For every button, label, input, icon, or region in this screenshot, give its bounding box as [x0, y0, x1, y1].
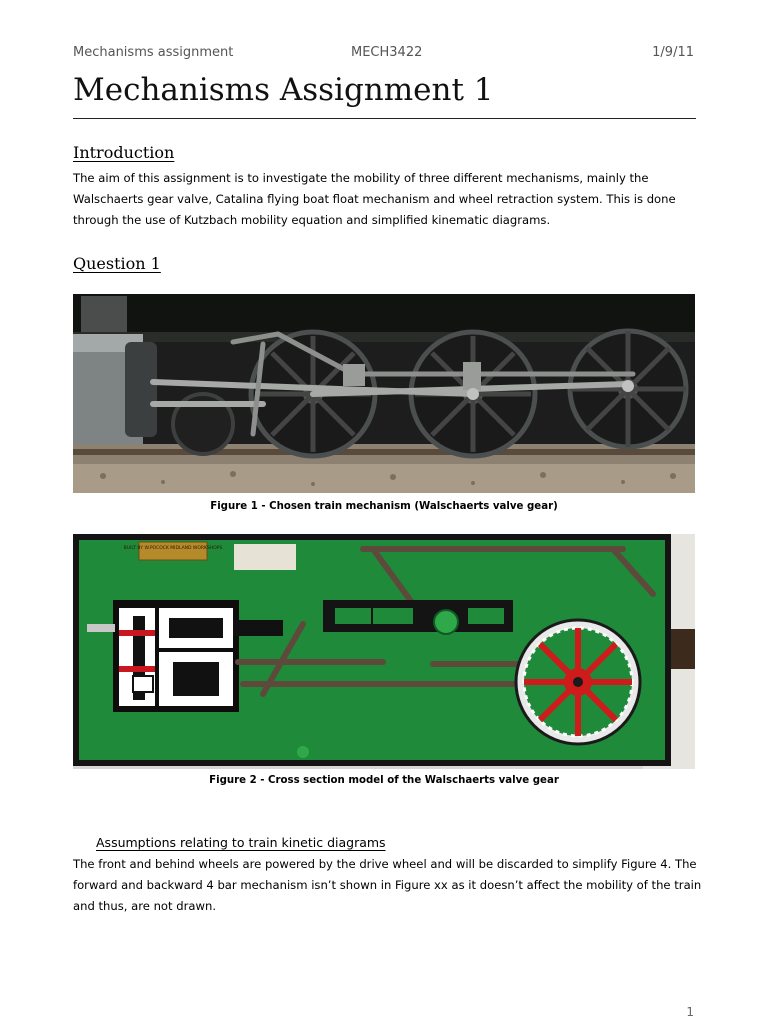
header-course-code: MECH3422: [351, 45, 423, 60]
figure-2-plaque-text: BUILT BY W.POCOCK MIDLAND WORKSHOPS: [123, 546, 223, 551]
page-number: 1: [686, 1005, 694, 1019]
header-date: 1/9/11: [652, 45, 694, 60]
introduction-text: The aim of this assignment is to investigate the mobility of three different mechanisms, mainly the Walschaerts gear valve, Catalina flying boat float mechanism and wheel retraction system. This is done through the use of Kutzbach mobility equation and simplified kinematic diagrams.: [73, 171, 676, 227]
figure-2-caption: Figure 2 - Cross section model of the Walschaerts valve gear: [209, 775, 559, 786]
introduction-heading: Introduction: [73, 143, 175, 162]
question1-heading: Question 1: [73, 254, 161, 273]
figure-1-image: [73, 294, 695, 493]
figure-2-image: [73, 534, 695, 769]
figure-1-caption: Figure 1 - Chosen train mechanism (Walschaerts valve gear): [210, 501, 558, 512]
assumptions-text: The front and behind wheels are powered by the drive wheel and will be discarded to simplify Figure 4. The forward and backward 4 bar mechanism isn’t shown in Figure xx as it doesn’t affect the mobility of the train and thus, are not drawn.: [73, 857, 702, 913]
title-divider: [73, 118, 696, 119]
assumptions-heading: Assumptions relating to train kinetic diagrams: [96, 835, 386, 850]
header-course-title: Mechanisms assignment: [73, 45, 234, 60]
page-title: Mechanisms Assignment 1: [73, 72, 494, 108]
